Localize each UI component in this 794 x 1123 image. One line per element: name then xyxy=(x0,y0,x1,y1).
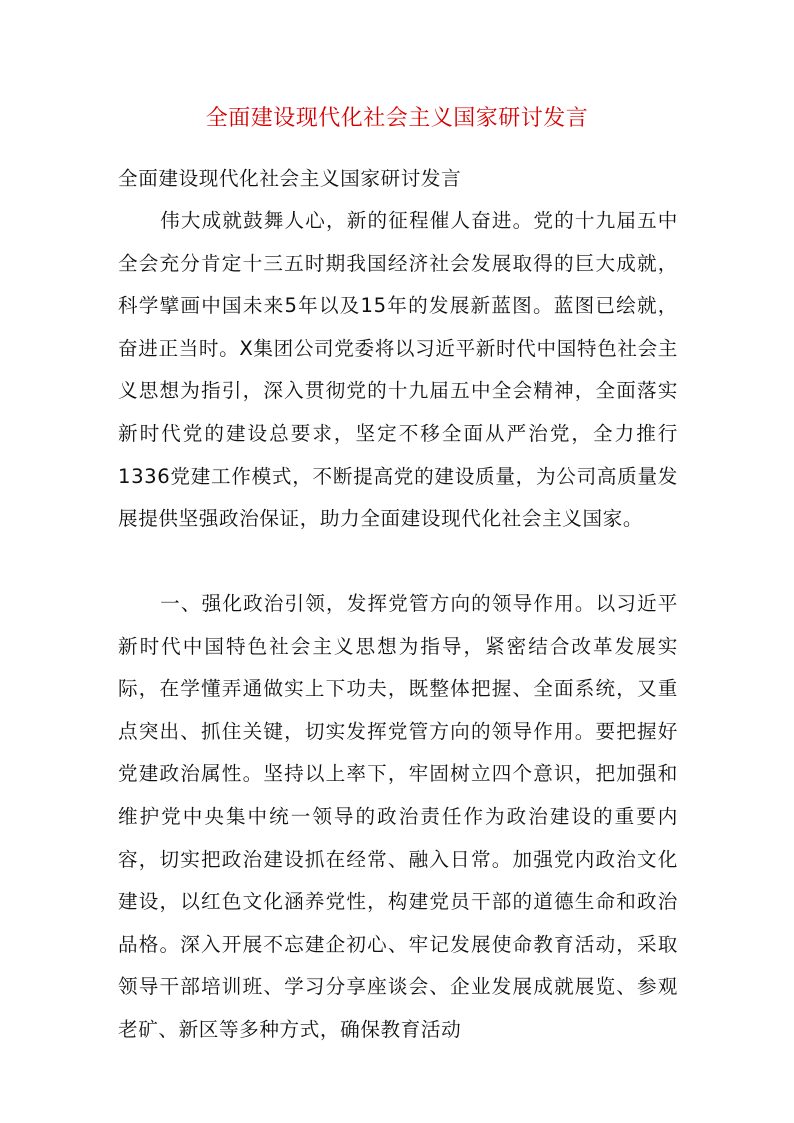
paragraph-1: 伟大成就鼓舞人心，新的征程催人奋进。党的十九届五中全会充分肯定十三五时期我国经济社会发展取得的巨大成就，科学擘画中国未来5年以及15年的发展新蓝图。蓝图已绘就，奋进正当时。X集团公司党委将以习近平新时代中国特色社会主义思想为指引，深入贯彻党的十九届五中全会精神，全面落实新时代党的建设总要求，坚定不移全面从严治党，全力推行1336党建工作模式，不断提高党的建设质量，为公司高质量发展提供坚强政治保证，助力全面建设现代化社会主义国家。 xyxy=(118,209,678,531)
paragraph-2: 一、强化政治引领，发挥党管方向的领导作用。以习近平新时代中国特色社会主义思想为指导，紧密结合改革发展实际，在学懂弄通做实上下功夫，既整体把握、全面系统，又重点突出、抓住关键，切实发挥党管方向的领导作用。要把握好党建政治属性。坚持以上率下，牢固树立四个意识，把加强和维护党中央集中统一领导的政治责任作为政治建设的重要内容，切实把政治建设抓在经常、融入日常。加强党内政治文化建设，以红色文化涵养党性，构建党员干部的道德生命和政治品格。深入开展不忘建企初心、牢记发展使命教育活动，采取领导干部培训班、学习分享座谈会、企业发展成就展览、参观老矿、新区等多种方式，确保教育活动 xyxy=(118,592,678,1041)
document-subtitle: 全面建设现代化社会主义国家研讨发言 xyxy=(118,167,462,190)
document-title: 全面建设现代化社会主义国家研讨发言 xyxy=(205,106,589,131)
